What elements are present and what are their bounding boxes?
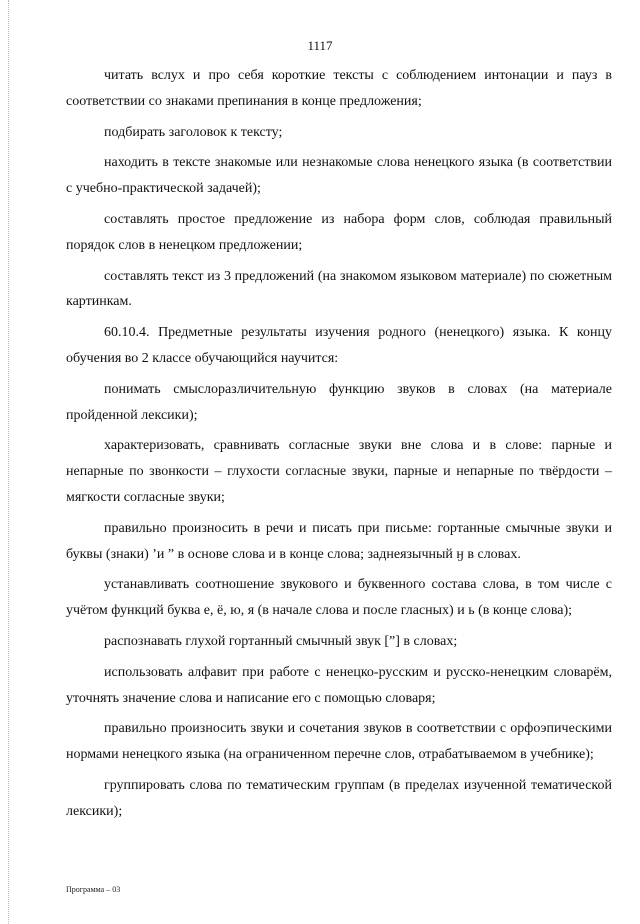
paragraph: подбирать заголовок к тексту; — [104, 124, 283, 140]
section-heading-paragraph: 60.10.4. Предметные результаты изучения родного (ненецкого) языка. К концу обучения во 2 классе обучающийся научится: — [66, 325, 612, 366]
scan-edge — [8, 0, 9, 924]
paragraph: составлять текст из 3 предложений (на знакомом языковом материале) по сюжетным картинкам. — [66, 268, 612, 310]
paragraph: устанавливать соотношение звукового и буквенного состава слова, в том числе с учётом функций буква е, ё, ю, я (в начале слова и после гласных) и ь (в конце слова); — [66, 577, 612, 619]
paragraph: группировать слова по тематическим группам (в пределах изученной тематической лексики); — [66, 777, 612, 819]
paragraph: читать вслух и про себя короткие тексты с соблюдением интонации и пауз в соответствии со знаками препинания в конце предложения; — [66, 68, 612, 109]
paragraph: характеризовать, сравнивать согласные звуки вне слова и в слове: парные и непарные по звонкости – глухости согласные звуки, парные и непарные по твёрдости – мягкости согласные звуки; — [66, 438, 612, 505]
page-body — [66, 63, 612, 825]
paragraph: использовать алфавит при работе с ненецко-русским и русско-ненецким словарём, уточнять значение слова и написание его с помощью словаря; — [66, 664, 612, 706]
paragraph: распознавать глухой гортанный смычный звук [”] в словах; — [104, 633, 458, 649]
paragraph: составлять простое предложение из набора форм слов, соблюдая правильный порядок слов в ненецком предложении; — [66, 211, 612, 253]
page-number: 1117 — [307, 38, 333, 53]
paragraph: понимать смыслоразличительную функцию звуков в словах (на материале пройденной лексики); — [66, 381, 612, 423]
paragraph: правильно произносить в речи и писать при письме: гортанные смычные звуки и буквы (знаки) ʼи ” в основе слова и в конце слова; заднеязычный ӈ в словах. — [66, 520, 612, 562]
paragraph: правильно произносить звуки и сочетания звуков в соответствии с орфоэпическими нормами ненецкого языка (на ограниченном перечне слов, отрабатываемом в учебнике); — [66, 721, 612, 763]
paragraph: находить в тексте знакомые или незнакомые слова ненецкого языка (в соответствии с учебно-практической задачей); — [66, 155, 612, 197]
page-footer: Программа – 03 — [66, 885, 121, 894]
